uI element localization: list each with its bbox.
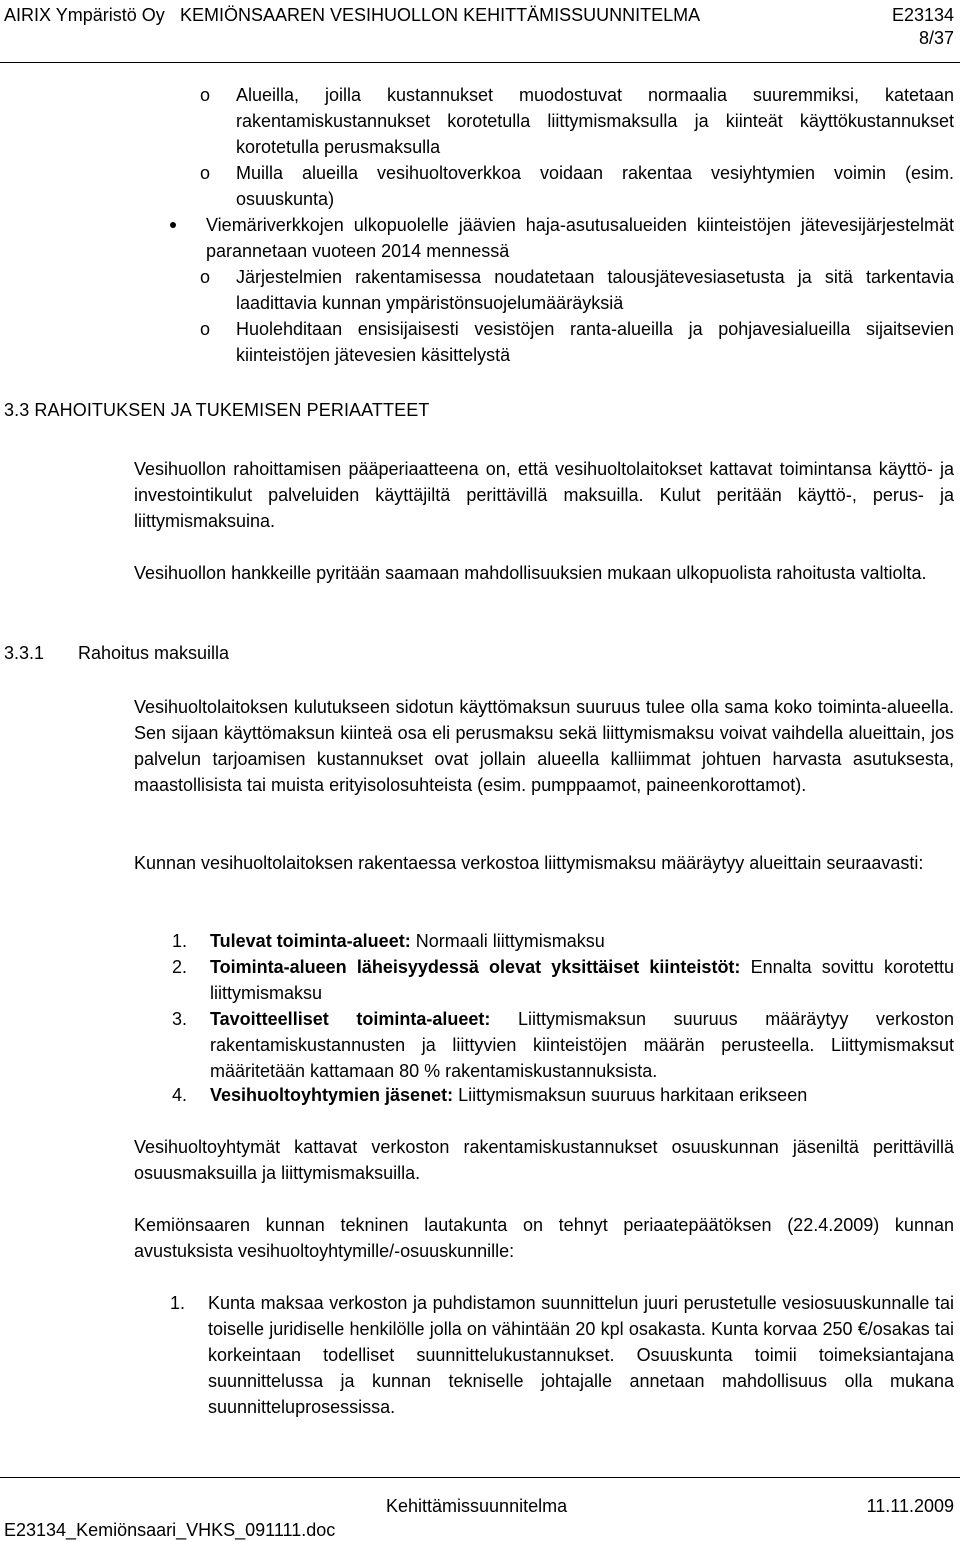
list-item	[206, 212, 954, 264]
header-company: AIRIX Ympäristö Oy	[4, 5, 165, 25]
bullet-icon	[170, 222, 176, 228]
footer-filename: E23134_Kemiönsaari_VHKS_091111.doc	[4, 1520, 336, 1540]
numbered-list-item	[172, 1006, 954, 1084]
list-item-text: Liittymismaksun suuruus harkitaan erikseen	[453, 1085, 808, 1105]
list-number: 1.	[170, 1293, 186, 1313]
paragraph: Vesihuoltolaitoksen kulutukseen sidotun käyttömaksun suuruus tulee olla sama koko toiminta-alueella. Sen sijaan käyttömaksun kiinteä osa eli perusmaksu sekä liittymismaksu voivat vaihdella alueittain, jos palvelun tarjoamisen kustannukset ovat jollain alueella kalliimmat johtuen harvasta asutuksesta, maastollisista tai muista erityisolosuhteista (esim. pumppaamot, paineenkorottamot).	[134, 697, 954, 795]
subitem-text: Muilla alueilla vesihuoltoverkkoa voidaan rakentaa vesiyhtymien voimin (esim. osuuskunta)	[236, 163, 954, 209]
footer-document-type: Kehittämissuunnitelma	[386, 1496, 568, 1516]
subsection-heading	[4, 640, 229, 666]
list-number: 3.	[172, 1009, 188, 1029]
list-item-text: Ennalta sovittu korotettu liittymismaksu	[210, 957, 954, 1003]
header-project-code: E23134	[891, 5, 954, 25]
footer-date: 11.11.2009	[866, 1496, 954, 1516]
numbered-list-item	[172, 928, 954, 954]
subsection-number: 3.3.1	[4, 643, 45, 663]
list-number: 1.	[172, 931, 188, 951]
subitem-text: Järjestelmien rakentamisessa noudatetaan talousjätevesiasetusta ja sitä tarkentavia laadittavia kunnan ympäristönsuojelumääräyksiä	[236, 267, 954, 313]
list-item-label: Vesihuoltoyhtymien jäsenet:	[210, 1085, 454, 1105]
paragraph: Vesihuoltoyhtymät kattavat verkoston rakentamiskustannukset osuuskunnan jäseniltä perittävillä osuusmaksuilla ja liittymismaksuilla.	[134, 1137, 954, 1183]
bullet-text: Viemäriverkkojen ulkopuolelle jäävien haja-asutusalueiden kiinteistöjen jätevesijärjestelmät parannetaan vuoteen 2014 mennessä	[206, 215, 954, 261]
list-subitem	[200, 82, 954, 160]
paragraph: Kemiönsaaren kunnan tekninen lautakunta on tehnyt periaatepäätöksen (22.4.2009) kunnan avustuksista vesihuoltoyhtymille/-osuuskunnille:	[134, 1215, 954, 1261]
section-heading: 3.3 RAHOITUKSEN JA TUKEMISEN PERIAATTEET	[4, 400, 430, 420]
list-item-text: Normaali liittymismaksu	[410, 931, 605, 951]
paragraph: Vesihuollon hankkeille pyritään saamaan mahdollisuuksien mukaan ulkopuolista rahoitusta valtiolta.	[134, 563, 927, 583]
page-header	[0, 0, 960, 63]
header-title: KEMIÖNSAAREN VESIHUOLLON KEHITTÄMISSUUNNITELMA	[180, 5, 701, 25]
list-subitem	[200, 160, 954, 212]
list-subitem	[200, 264, 954, 316]
numbered-list-item	[172, 954, 954, 1006]
list-item-text: Kunta maksaa verkoston ja puhdistamon suunnittelun juuri perustetulle vesiosuuskunnalle tai toiselle juridiselle henkilölle jolla on vähintään 20 kpl osakasta. Kunta korvaa 250 €/osakas tai korkeintaan todelliset suunnittelukustannukset. Osuuskunta toimii toimeksiantajana suunnittelussa ja kunnan tekniselle johtajalle annetaan mahdollisuus olla mukana suunnitteluprosessissa.	[208, 1293, 954, 1417]
subitem-text: Alueilla, joilla kustannukset muodostuvat normaalia suuremmiksi, katetaan rakentamiskustannukset korotetulla liittymismaksulla ja kiinteät käyttökustannukset korotetulla perusmaksulla	[236, 85, 954, 157]
paragraph: Kunnan vesihuoltolaitoksen rakentaessa verkostoa liittymismaksu määräytyy alueittain seuraavasti:	[134, 853, 924, 873]
numbered-list-item	[170, 1290, 954, 1420]
paragraph: Vesihuollon rahoittamisen pääperiaatteena on, että vesihuoltolaitokset kattavat toimintansa käyttö- ja investointikulut palveluiden käyttäjiltä perittävillä maksuilla. Kulut peritään käyttö-, perus- ja liittymismaksuina.	[134, 459, 954, 531]
subitem-marker: o	[200, 85, 211, 105]
numbered-list-item	[172, 1082, 954, 1108]
list-item-label: Tulevat toiminta-alueet:	[210, 931, 411, 951]
list-item-label: Toiminta-alueen läheisyydessä olevat yksittäiset kiinteistöt:	[210, 957, 741, 977]
header-page-number: 8/37	[918, 28, 954, 48]
list-number: 4.	[172, 1085, 188, 1105]
list-number: 2.	[172, 957, 188, 977]
subitem-text: Huolehditaan ensisijaisesti vesistöjen ranta-alueilla ja pohjavesialueilla sijaitsevien kiinteistöjen jätevesien käsittelystä	[236, 319, 954, 365]
subitem-marker: o	[200, 163, 211, 183]
subitem-marker: o	[200, 319, 211, 339]
list-item-label: Tavoitteelliset toiminta-alueet:	[210, 1009, 491, 1029]
list-item-text: Liittymismaksun suuruus määräytyy verkoston rakentamiskustannusten ja liittyvien kiinteistöjen määrän perusteella. Liittymismaksut määritetään kattamaan 80 % rakentamiskustannuksista.	[210, 1009, 954, 1081]
list-subitem	[200, 316, 954, 368]
page-footer	[0, 1477, 960, 1542]
subitem-marker: o	[200, 267, 211, 287]
subsection-title: Rahoitus maksuilla	[78, 643, 230, 663]
